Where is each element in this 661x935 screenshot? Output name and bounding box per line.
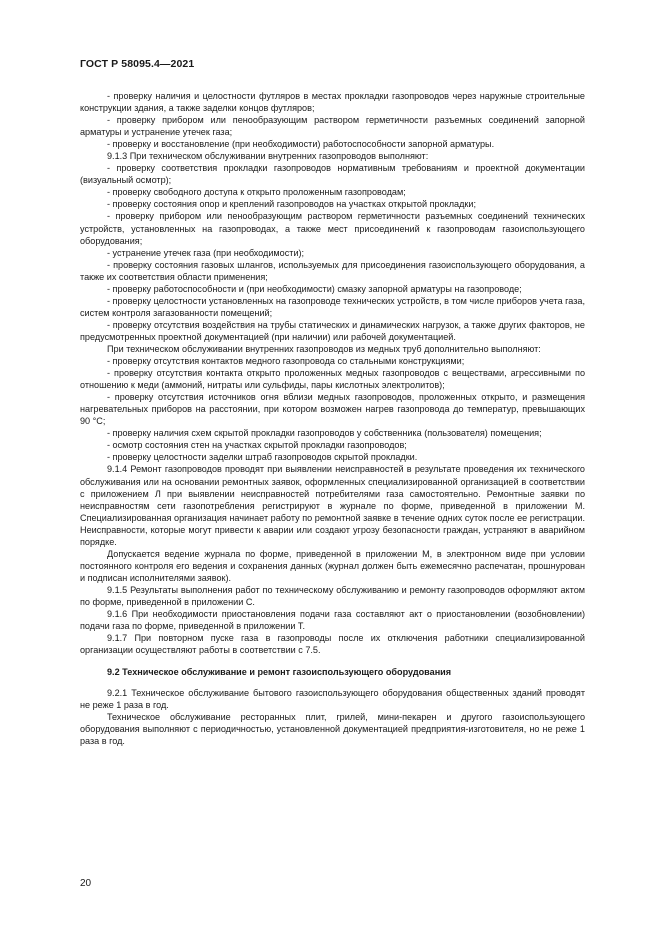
paragraph: 9.2.1 Техническое обслуживание бытового газоиспользующего оборудования общественных зданий проводят не реже 1 раза в год. bbox=[80, 688, 585, 711]
page-number: 20 bbox=[80, 878, 92, 889]
document-header: ГОСТ Р 58095.4—2021 bbox=[80, 58, 195, 70]
paragraph: - проверку свободного доступа к открыто проложенным газопроводам; bbox=[107, 187, 406, 198]
paragraph: - проверку соответствия прокладки газопроводов нормативным требованиям и проектной документации (визуальный осмотр); bbox=[80, 163, 585, 186]
paragraph: 9.1.6 При необходимости приостановления подачи газа составляют акт о приостановлении (возобновлении) подачи газа по форме, приведенной в приложении Т. bbox=[80, 609, 585, 632]
paragraph: - проверку состояния опор и креплений газопроводов на участках открытой прокладки; bbox=[107, 199, 476, 210]
paragraph: - проверку целостности установленных на газопроводе технических устройств, в том числе приборов учета газа, систем контроля загазованности помещений; bbox=[80, 295, 585, 318]
paragraph: Техническое обслуживание ресторанных плит, грилей, мини-пекарен и другого газоиспользующего оборудования выполняют с периодичностью, установленной документацией предприятия-изготовителя, но не реже 1 раза в год. bbox=[80, 712, 585, 747]
paragraph: 9.1.7 При повторном пуске газа в газопроводы после их отключения работники специализированной организации осуществляют работы в соответствии с 7.5. bbox=[80, 633, 585, 656]
paragraph: 9.1.3 При техническом обслуживании внутренних газопроводов выполняют: bbox=[107, 151, 429, 162]
paragraph: - проверку состояния газовых шлангов, используемых для присоединения газоиспользующего оборудования, а также их соответствия области применения; bbox=[80, 259, 585, 282]
paragraph: - проверку отсутствия контакта открыто проложенных медных газопроводов с веществами, агрессивными по отношению к меди (аммоний, нитраты или сульфиды, пары кислотных электролитов); bbox=[80, 368, 585, 391]
paragraph: - проверку отсутствия источников огня вблизи медных газопроводов, проложенных открыто, и размещения нагревательных приборов на расстоянии, при котором возможен нагрев газопровода до температур, превышающих 90 °С; bbox=[80, 392, 585, 427]
section-heading: 9.2 Техническое обслуживание и ремонт газоиспользующего оборудования bbox=[107, 667, 452, 678]
paragraph: - проверку прибором или пенообразующим раствором герметичности разъемных соединений технических устройств, установленных на газопроводах, а также мест присоединений к газопроводам газоиспользующего оборудования; bbox=[80, 211, 585, 246]
paragraph: - проверку наличия схем скрытой прокладки газопроводов у собственника (пользователя) помещения; bbox=[107, 428, 542, 439]
paragraph: - проверку целостности заделки штраб газопроводов скрытой прокладки. bbox=[107, 452, 418, 463]
paragraph: - устранение утечек газа (при необходимости); bbox=[107, 247, 305, 258]
paragraph: - осмотр состояния стен на участках скрытой прокладки газопроводов; bbox=[107, 440, 407, 451]
paragraph: При техническом обслуживании внутренних газопроводов из медных труб дополнительно выполняют: bbox=[107, 343, 541, 354]
paragraph: - проверку прибором или пенообразующим раствором герметичности разъемных соединений запорной арматуры и устранение утечек газа; bbox=[80, 115, 585, 138]
paragraph: - проверку работоспособности и (при необходимости) смазку запорной арматуры на газопроводе; bbox=[107, 283, 522, 294]
paragraph: - проверку и восстановление (при необходимости) работоспособности запорной арматуры. bbox=[107, 139, 495, 150]
paragraph: - проверку отсутствия воздействия на трубы статических и динамических нагрузок, а также других факторов, не предусмотренных проектной документацией (при наличии) или рабочей документацией. bbox=[80, 319, 585, 342]
paragraph: - проверку отсутствия контактов медного газопровода со стальными конструкциями; bbox=[107, 356, 465, 367]
paragraph: 9.1.4 Ремонт газопроводов проводят при выявлении неисправностей в результате проведения их технического обслуживания или на основании ремонтных заявок, оформленных специализированной организацией в соответствии с приложением Л при выявлении неисправностей потребителями газа самостоятельно. Ремонтные заявки по неисправностям сети газопотребления регистрируют в журнале по форме, приведенной в приложении М. Специализированная организация начинает работу по ремонтной заявке в течение одних суток после ее регистрации. Неисправности, которые могут привести к аварии или создают угрозу безопасности граждан, устраняют в аварийном порядке. bbox=[80, 464, 585, 547]
paragraph: Допускается ведение журнала по форме, приведенной в приложении М, в электронном виде при условии постоянного контроля его ведения и сохранения данных (журнал должен быть ежемесячно распечатан, прошнурован и подписан исполнителями заявок). bbox=[80, 548, 585, 583]
paragraph: - проверку наличия и целостности футляров в местах прокладки газопроводов через наружные строительные конструкции здания, а также заделки концов футляров; bbox=[80, 91, 585, 114]
paragraph: 9.1.5 Результаты выполнения работ по техническому обслуживанию и ремонту газопроводов оформляют актом по форме, приведенной в приложении С. bbox=[80, 584, 585, 607]
document-body bbox=[80, 90, 585, 747]
